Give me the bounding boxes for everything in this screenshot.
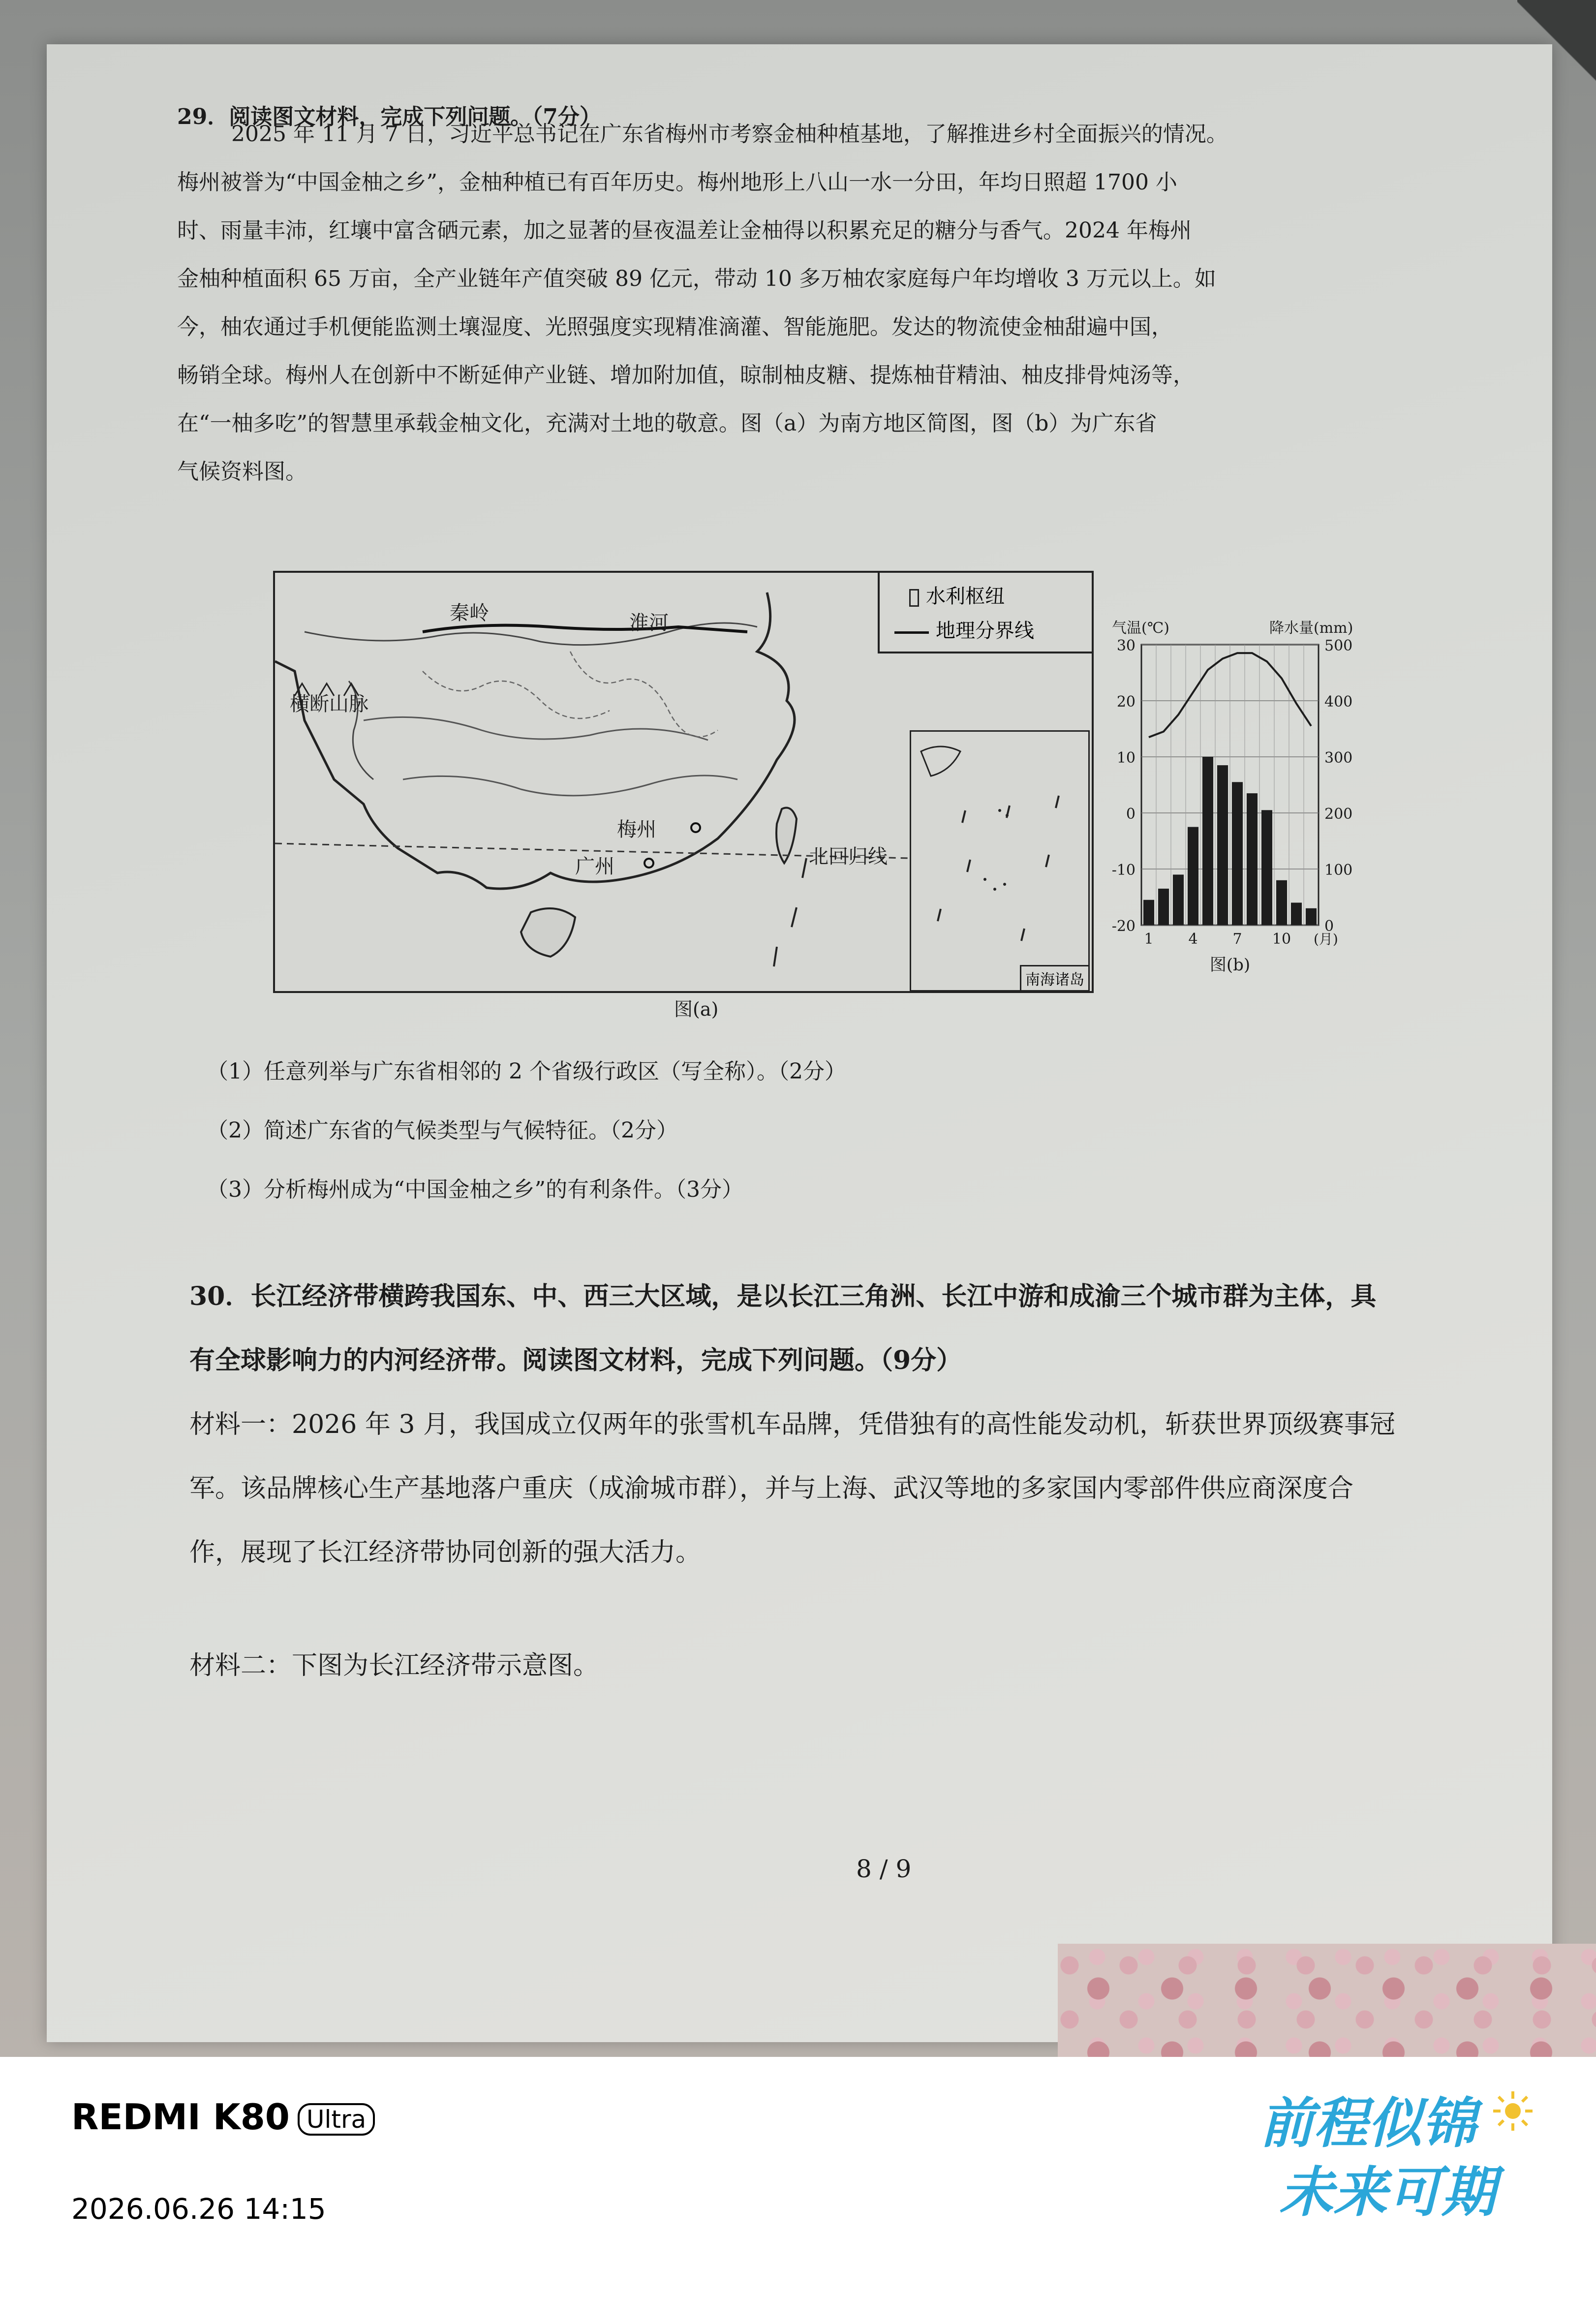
precip-bar (1261, 810, 1272, 925)
inset-drawing (911, 732, 1088, 990)
q29-line-5: 今，柚农通过手机便能监测土壤湿度、光照强度实现精准滴灌、智能施肥。发达的物流使金柚甜遍中国， (177, 314, 1173, 340)
q29-line-8: 气候资料图。 (177, 459, 307, 484)
province-boundary (570, 652, 718, 737)
precip-bar (1143, 900, 1154, 925)
label-qinling: 秦岭 (450, 602, 489, 624)
y-left-tick: -20 (1111, 918, 1136, 935)
chart-caption: 图(b) (1209, 955, 1251, 975)
precip-bar (1188, 827, 1198, 926)
label-huaihe: 淮河 (629, 612, 669, 634)
camera-brand (71, 2096, 375, 2138)
precip-bar (1202, 757, 1213, 925)
precip-bar (1276, 880, 1287, 925)
q29-question-1: （1）任意列举与广东省相邻的 2 个省级行政区（写全称）。（2分） (207, 1059, 846, 1084)
map-caption: 图(a) (674, 998, 719, 1020)
q29-line-4: 金柚种植面积 65 万亩，全产业链年产值突破 89 亿元，带动 10 多万柚农家庭每户年均增收 3 万元以上。如 (177, 266, 1216, 291)
y-left-tick: 10 (1116, 749, 1136, 767)
camera-model: REDMI K80 (71, 2096, 290, 2138)
camera-edition: Ultra (298, 2103, 375, 2136)
q29-question-2: （2）简述广东省的气候类型与气候特征。（2分） (207, 1118, 678, 1143)
q30-line-2: 军。该品牌核心生产基地落户重庆（成渝城市群），并与上海、武汉等地的多家国内零部件供应商深度合 (189, 1474, 1354, 1503)
q30-title-1: 30．长江经济带横跨我国东、中、西三大区域，是以长江三角洲、长江中游和成渝三个城市群为主体，具 (189, 1281, 1377, 1311)
label-meizhou: 梅州 (617, 818, 656, 841)
slogan-line-2: 未来可期 (1279, 2161, 1496, 2224)
sheet-corner-shadow (1517, 0, 1596, 98)
hainan-island (521, 908, 575, 957)
precip-bar (1291, 902, 1302, 925)
q29-line-2: 梅州被誉为“中国金柚之乡”，金柚种植已有百年历史。梅州地形上八山一水一分田，年均日照超 1700 小 (177, 170, 1177, 195)
q29-line-3: 时、雨量丰沛，红壤中富含硒元素，加之显著的昼夜温差让金柚得以积累充足的糖分与香气。2024 年梅州 (177, 218, 1192, 243)
x-tick: 7 (1232, 931, 1242, 948)
x-tick: 4 (1188, 931, 1198, 948)
river-line (403, 776, 737, 796)
label-guangzhou: 广州 (575, 855, 614, 878)
q30-line-3: 作，展现了长江经济带协同创新的强大活力。 (189, 1538, 702, 1567)
y-left-tick: 0 (1126, 806, 1136, 823)
south-china-map (273, 571, 1094, 993)
q29-line-6: 畅销全球。梅州人在创新中不断延伸产业链、增加附加值，晾制柚皮糖、提炼柚苷精油、柚皮排骨炖汤等， (177, 363, 1195, 388)
boundary-dash (774, 858, 806, 966)
photo-datetime: 2026.06.26 14:15 (71, 2192, 326, 2226)
q30-title-2: 有全球影响力的内河经济带。阅读图文材料，完成下列问题。（9分） (189, 1345, 962, 1375)
inset-label: 南海诸岛 (1020, 965, 1088, 990)
sun-icon (1491, 2089, 1535, 2133)
y-right-tick: 500 (1324, 637, 1353, 654)
page-number: 8 / 9 (856, 1855, 912, 1883)
precip-bar (1217, 765, 1228, 925)
y-right-tick: 200 (1324, 806, 1353, 823)
q29-title: 29．阅读图文材料，完成下列问题。（7分） (177, 104, 601, 129)
x-tick: 10 (1272, 931, 1291, 948)
y-left-tick: 20 (1116, 693, 1136, 711)
y-right-tick: 300 (1324, 749, 1353, 767)
qinling-huaihe-boundary (423, 625, 747, 632)
map-legend (878, 573, 1092, 653)
q30-line-4: 材料二：下图为长江经济带示意图。 (189, 1651, 599, 1680)
south-china-sea-inset (910, 730, 1090, 992)
x-unit: (月) (1314, 931, 1338, 947)
tablecloth (1058, 1944, 1596, 2057)
river-line (364, 717, 708, 740)
y-left-tick: -10 (1111, 862, 1136, 879)
precip-bar (1158, 889, 1169, 925)
q30-line-1: 材料一：2026 年 3 月，我国成立仅两年的张雪机车品牌，凭借独有的高性能发动机，斩获世界顶级赛事冠 (189, 1410, 1396, 1439)
legend-dam: 水利枢纽 (926, 585, 1005, 608)
climate-chart (1102, 610, 1378, 984)
q29-line-7: 在“一柚多吃”的智慧里承载金柚文化，充满对土地的敬意。图（a）为南方地区简图，图（b）为广东省 (177, 411, 1157, 436)
q29-line-1: 2025 年 11 月 7 日，习近平总书记在广东省梅州市考察金柚种植基地，了解推进乡村全面振兴的情况。 (231, 122, 1228, 147)
y-right-tick: 400 (1324, 693, 1353, 711)
slogan-watermark (1259, 2089, 1535, 2276)
q29-question-3: （3）分析梅州成为“中国金柚之乡”的有利条件。（3分） (207, 1177, 743, 1202)
y-left-label: 气温(℃) (1112, 620, 1169, 637)
guangzhou-dot (645, 859, 653, 868)
y-right-tick: 100 (1324, 862, 1353, 879)
slogan-line-1: 前程似锦 (1259, 2092, 1476, 2155)
label-tropic: 北回归线 (809, 845, 888, 868)
precip-bar (1173, 874, 1184, 925)
boundary-legend-icon (894, 631, 929, 634)
x-tick: 1 (1144, 931, 1154, 948)
precip-bar (1232, 782, 1243, 925)
legend-boundary: 地理分界线 (936, 620, 1034, 642)
climate-chart-svg (1102, 610, 1378, 984)
dam-legend-icon (909, 589, 919, 607)
y-right-tick: 0 (1324, 918, 1334, 935)
meizhou-dot (691, 823, 700, 832)
precip-bar (1247, 793, 1258, 925)
precip-bar (1306, 908, 1317, 925)
label-hengduan: 横断山脉 (290, 693, 368, 715)
y-right-label: 降水量(mm) (1269, 620, 1353, 637)
province-boundary (423, 671, 610, 718)
y-left-tick: 30 (1116, 637, 1136, 654)
